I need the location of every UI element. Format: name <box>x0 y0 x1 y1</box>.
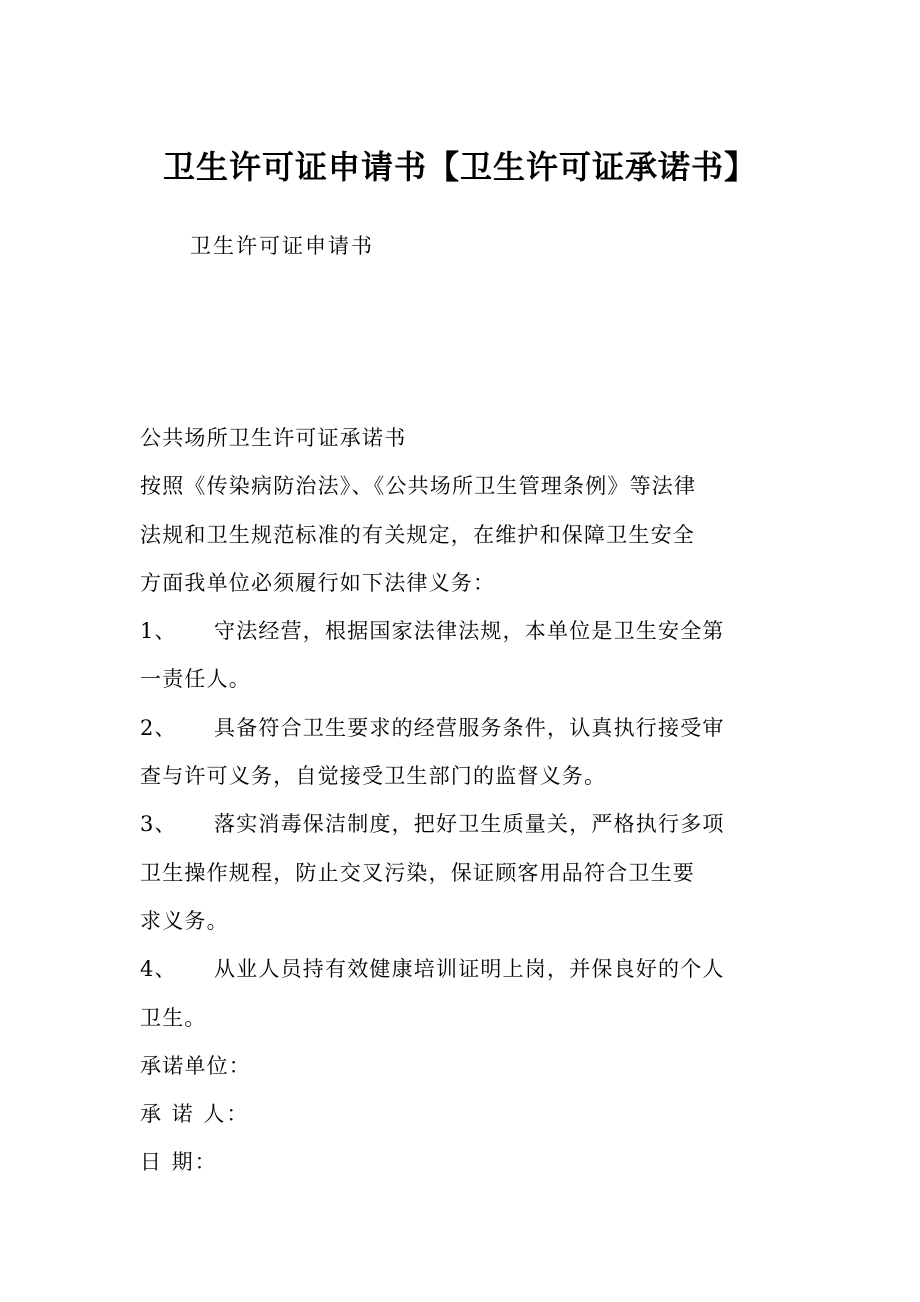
document-subtitle: 卫生许可证申请书 <box>190 234 374 258</box>
document-title: 卫生许可证申请书【卫生许可证承诺书】 <box>162 148 757 186</box>
intro-line: 法规和卫生规范标准的有关规定，在维护和保障卫生安全 <box>140 522 695 547</box>
item-continuation: 求义务。 <box>140 908 229 933</box>
intro-line: 方面我单位必须履行如下法律义务： <box>140 570 496 595</box>
item-continuation: 查与许可义务，自觉接受卫生部门的监督义务。 <box>140 764 607 789</box>
document-body <box>140 422 790 1195</box>
obligation-item-3 <box>140 808 790 856</box>
obligation-item-1 <box>140 615 790 663</box>
item-text: 落实消毒保洁制度，把好卫生质量关，严格执行多项 <box>214 812 725 837</box>
intro-line: 按照《传染病防治法》、《公共场所卫生管理条例》等法律 <box>140 474 697 499</box>
item-text: 具备符合卫生要求的经营服务条件，认真执行接受审 <box>214 715 725 740</box>
item-number: 1、 <box>140 619 177 644</box>
item-number: 3、 <box>140 812 177 837</box>
item-continuation: 卫生操作规程，防止交叉污染，保证顾客用品符合卫生要 <box>140 860 695 885</box>
section-heading: 公共场所卫生许可证承诺书 <box>140 426 407 450</box>
item-number: 2、 <box>140 715 177 740</box>
obligation-item-2 <box>140 712 790 760</box>
obligation-item-4 <box>140 953 790 1001</box>
item-continuation: 卫生。 <box>140 1005 207 1030</box>
item-continuation: 一责任人。 <box>140 667 251 692</box>
item-text: 守法经营，根据国家法律法规，本单位是卫生安全第 <box>214 619 725 644</box>
item-text: 从业人员持有效健康培训证明上岗，并保良好的个人 <box>214 957 725 982</box>
item-number: 4、 <box>140 957 177 982</box>
signature-unit: 承诺单位： <box>140 1053 251 1078</box>
signature-date: 日 期： <box>140 1150 218 1175</box>
signature-person: 承 诺 人： <box>140 1102 250 1127</box>
